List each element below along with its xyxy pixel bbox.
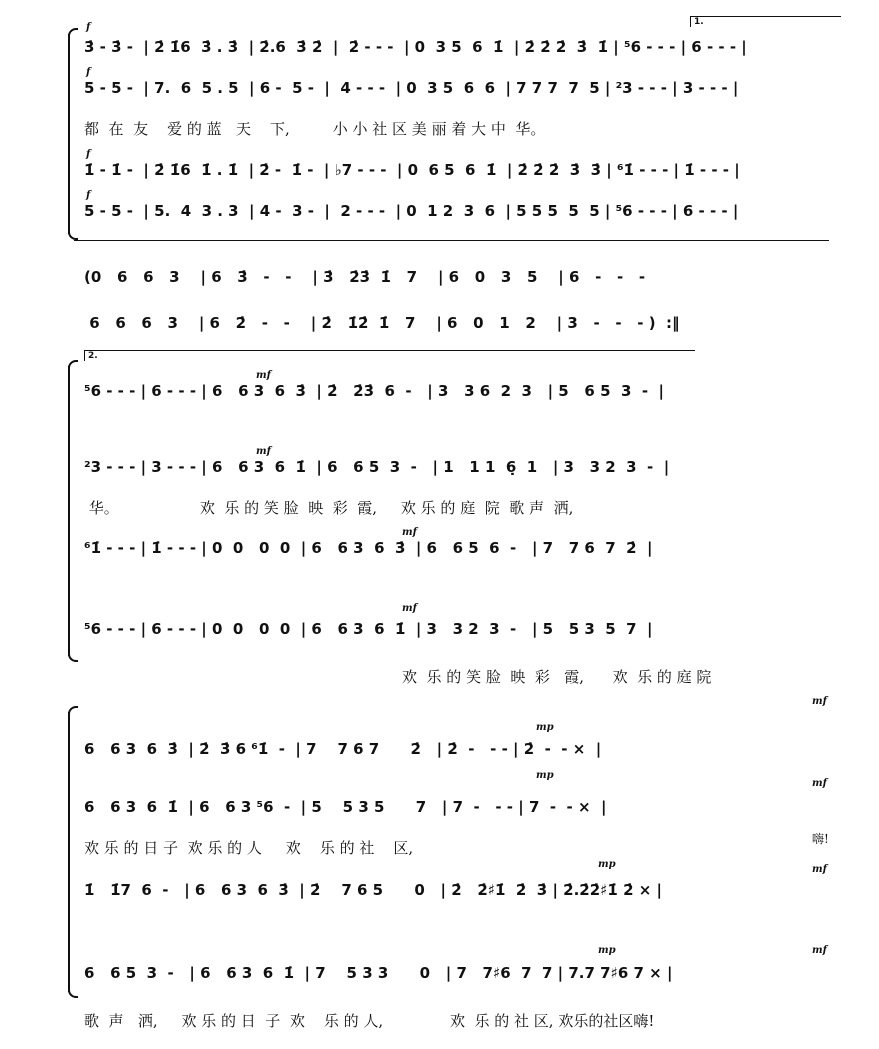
dynamic-mark: f: [86, 67, 91, 78]
dynamic-mark: mp: [536, 722, 554, 733]
part3-line: 1̇ - 1̇ - | 2̇ 1̇6 1̇ . 1̇ | 2̇ - 1̇ - | ♭7 - - - | 0 6 5 6 1̇ | 2̇ 2̇ 2̇ 3̇ 3̇ | ⁶1̇ - - - | 1̇ - - - |: [84, 161, 740, 179]
lyric-line: 歌 声 洒, 欢 乐 的 日 子 欢 乐 的 人, 欢 乐 的 社 区, 欢乐的社区嗨!: [84, 1012, 655, 1030]
part2-line: 5 - 5 - | 7. 6 5 . 5 | 6 - 5 - | 4 - - - | 0 3 5 6 6 | 7 7 7 7 5 | ²3 - - - | 3 - - - |: [84, 79, 739, 97]
dynamic-mark: mf: [812, 696, 827, 707]
dynamic-mark: mf: [812, 778, 827, 789]
part1-line: ⁵6 - - - | 6 - - - | 6 6 3 6 3̇ | 2̇ 2̇3̇ 6 - | 3 3 6 2 3 | 5 6 5 3 - |: [84, 382, 664, 400]
volta-2: 2.: [84, 350, 695, 361]
lyric-line: 都 在 友 爱 的 蓝 天 下, 小 小 社 区 美 丽 着 大 中 华。: [84, 120, 546, 138]
part2-line: 6 6 6 3 | 6 2̇ - - | 2̇ 1̇2̇ 1̇ 7 | 6 0 1 2 | 3 - - - ) :‖: [84, 314, 680, 332]
dynamic-mark: f: [86, 149, 91, 160]
part4-line: ⁵6 - - - | 6 - - - | 0 0 0 0 | 6 6 3 6 1̇ | 3 3 2 3 - | 5 5 3 5 7 |: [84, 620, 653, 638]
lyric-line: 华。 欢 乐 的 笑 脸 映 彩 霞, 欢 乐 的 庭 院 歌 声 洒,: [84, 499, 574, 517]
dynamic-mark: f: [86, 190, 91, 201]
dynamic-mark: mf: [402, 527, 417, 538]
part1-line: (0 6 6 3 | 6 3̇ - - | 3̇ 2̇3̇ 1̇ 7 | 6 0 3 5 | 6 - - -: [84, 268, 646, 286]
dynamic-mark: mf: [256, 370, 271, 381]
dynamic-mark: f: [86, 22, 91, 33]
part3-line: ⁶1̇ - - - | 1̇ - - - | 0 0 0 0 | 6 6 3 6 3̇ | 6 6 5 6 - | 7 7 6 7 2̇ |: [84, 539, 653, 557]
dynamic-mark: mf: [812, 945, 827, 956]
part2-line: ²3 - - - | 3 - - - | 6 6 3 6 1̇ | 6 6 5 3 - | 1 1 1 6̣ 1 | 3 3 2 3 - |: [84, 458, 670, 476]
dynamic-mark: mp: [598, 945, 616, 956]
part4-line: 6 6 5 3 - | 6 6 3 6 1̇ | 7 5 3 3 0 | 7 7♯6 7 7 | 7.7 7♯6 7 × |: [84, 964, 673, 982]
system-separator: [74, 240, 829, 241]
dynamic-mark: mf: [256, 446, 271, 457]
lyric-line: 欢 乐 的 日 子 欢 乐 的 人 欢 乐 的 社 区,: [84, 839, 414, 857]
dynamic-mark: mp: [598, 859, 616, 870]
part1-line: 3̇ - 3̇ - | 2̇ 1̇6 3̇ . 3̇ | 2̇.6 3̇ 2̇ | 2̇ - - - | 0 3 5 6 1̇ | 2̇ 2̇ 2̇ 3̇ 1̇ | ⁵6 - - - | 6 - - - |: [84, 38, 747, 56]
dynamic-mark: mf: [402, 603, 417, 614]
part1-line: 6 6 3 6 3̇ | 2̇ 3̇ 6 ⁶1̇ - | 7 7 6 7 2̇ | 2̇ - - - | 2̇ - - × |: [84, 740, 602, 758]
lyric-line: 欢 乐 的 笑 脸 映 彩 霞, 欢 乐 的 庭 院: [402, 668, 712, 686]
part2-line: 6 6 3 6 1̇ | 6 6 3 ⁵6 - | 5 5 3 5 7 | 7 - - - | 7 - - × |: [84, 798, 607, 816]
dynamic-mark: mp: [536, 770, 554, 781]
part3-line: 1̇ 1̇7 6 - | 6 6 3 6 3̇ | 2̇ 7 6 5 0 | 2̇ 2̇♯1̇ 2̇ 3̇ | 2̇.2̇2̇♯1̇ 2̇ × |: [84, 881, 662, 899]
part4-line: 5 - 5 - | 5. 4 3 . 3 | 4 - 3 - | 2 - - - | 0 1 2 3 6 | 5 5 5 5 5 | ⁵6 - - - | 6 - - - |: [84, 202, 739, 220]
dynamic-mark: mf: [812, 864, 827, 875]
volta-1: 1.: [690, 16, 841, 27]
